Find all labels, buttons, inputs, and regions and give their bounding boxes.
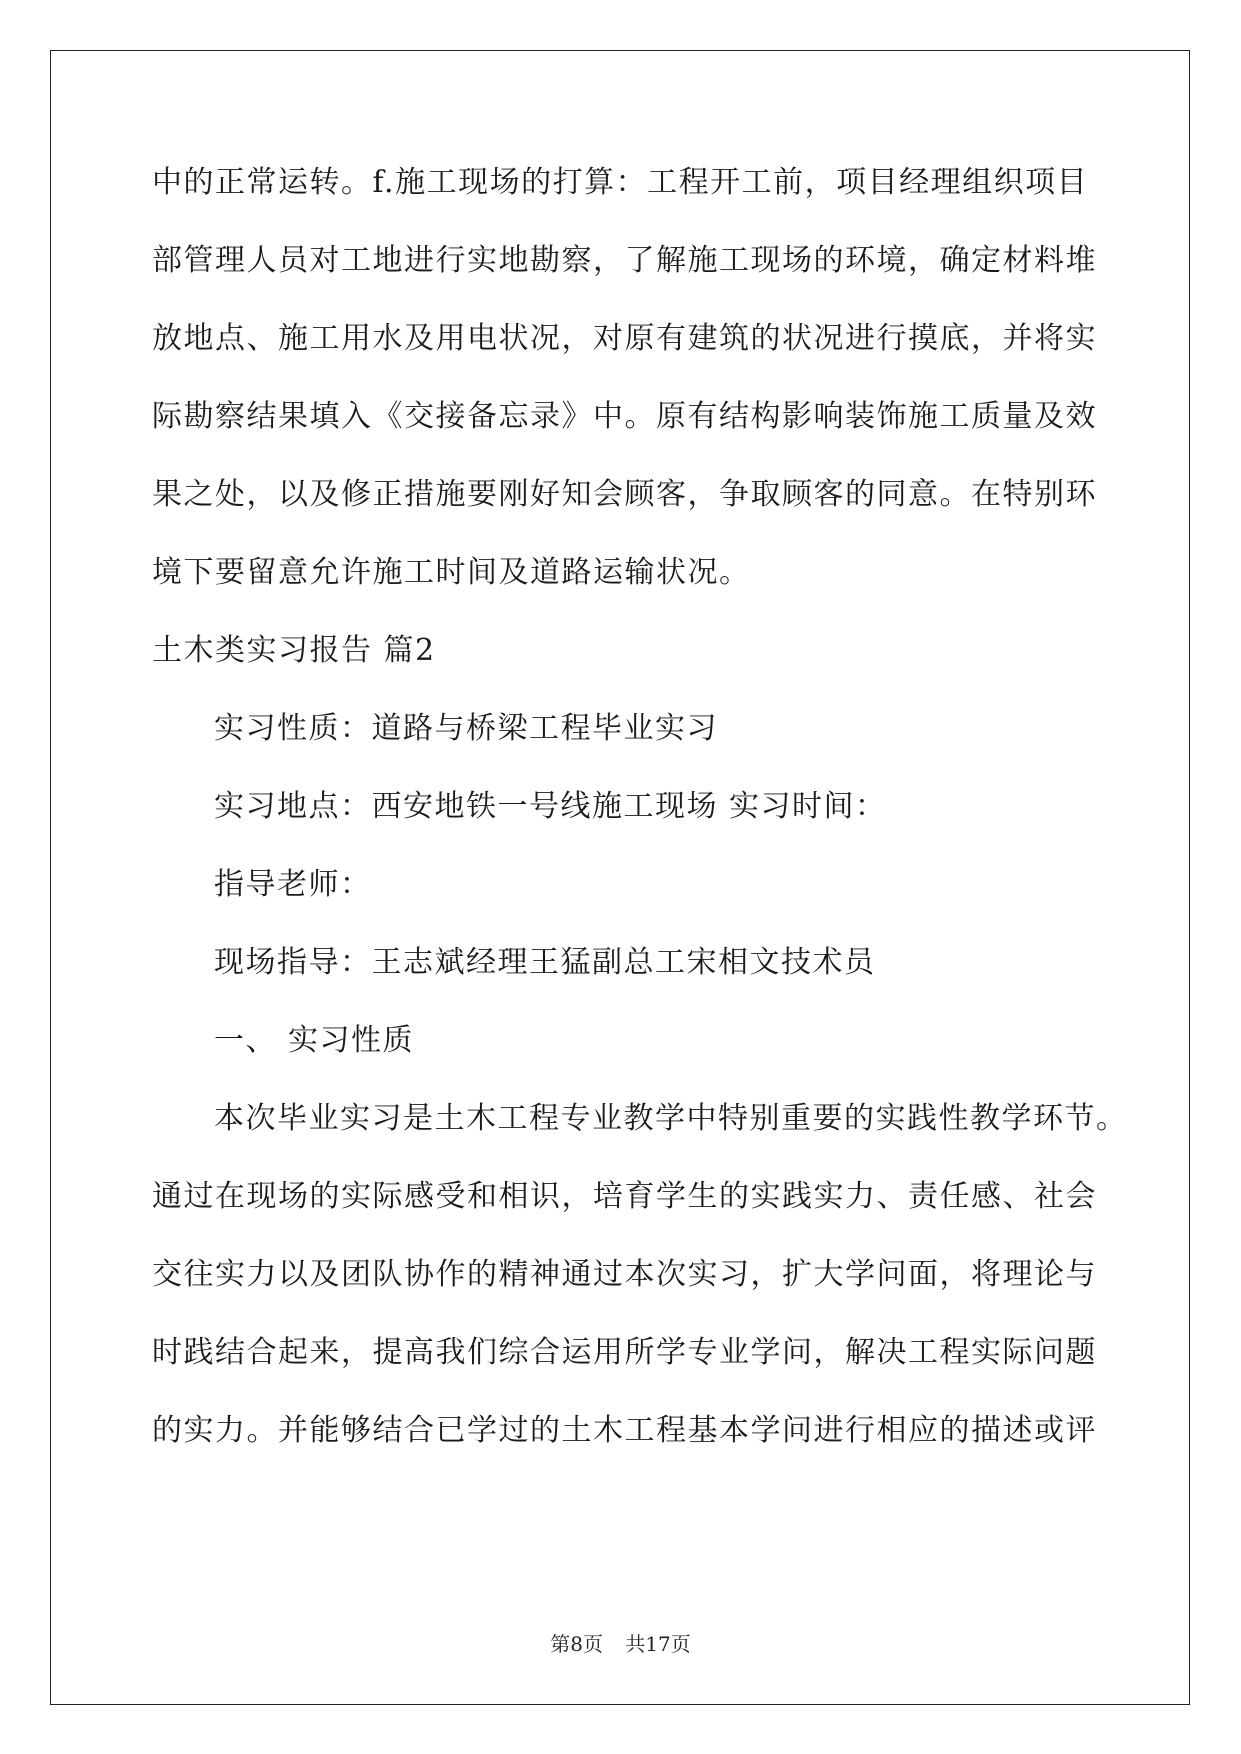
body-line: 中的正常运转。f.施工现场的打算：工程开工前，项目经理组织项目 bbox=[152, 165, 1089, 200]
body-line: 指导老师： bbox=[214, 867, 372, 902]
body-line: 果之处，以及修正措施要刚好知会顾客，争取顾客的同意。在特别环 bbox=[152, 477, 1097, 512]
body-line: 放地点、施工用水及用电状况，对原有建筑的状况进行摸底，并将实 bbox=[152, 321, 1097, 356]
document-body bbox=[152, 160, 1128, 1486]
subsection-heading: 一、 实习性质 bbox=[214, 1023, 415, 1058]
body-line: 交往实力以及团队协作的精神通过本次实习，扩大学问面，将理论与 bbox=[152, 1257, 1097, 1292]
body-line: 际勘察结果填入《交接备忘录》中。原有结构影响装饰施工质量及效 bbox=[152, 399, 1097, 434]
body-line: 境下要留意允许施工时间及道路运输状况。 bbox=[152, 555, 751, 590]
body-line: 时践结合起来，提高我们综合运用所学专业学问，解决工程实际问题 bbox=[152, 1335, 1097, 1370]
page-number: 第8页 bbox=[550, 1632, 603, 1656]
page-footer bbox=[0, 1628, 1241, 1657]
body-line: 实习地点：西安地铁一号线施工现场 实习时间： bbox=[214, 789, 887, 824]
body-line: 实习性质：道路与桥梁工程毕业实习 bbox=[214, 711, 718, 746]
page-total: 共17页 bbox=[625, 1632, 691, 1656]
body-line: 的实力。并能够结合已学过的土木工程基本学问进行相应的描述或评 bbox=[152, 1413, 1097, 1448]
section-heading: 土木类实习报告 篇2 bbox=[152, 633, 436, 668]
body-line: 本次毕业实习是土木工程专业教学中特别重要的实践性教学环节。 bbox=[214, 1101, 1128, 1136]
body-line: 通过在现场的实际感受和相识，培育学生的实践实力、责任感、社会 bbox=[152, 1179, 1097, 1214]
body-line: 部管理人员对工地进行实地勘察，了解施工现场的环境，确定材料堆 bbox=[152, 243, 1097, 278]
body-line: 现场指导：王志斌经理王猛副总工宋相文技术员 bbox=[214, 945, 876, 980]
